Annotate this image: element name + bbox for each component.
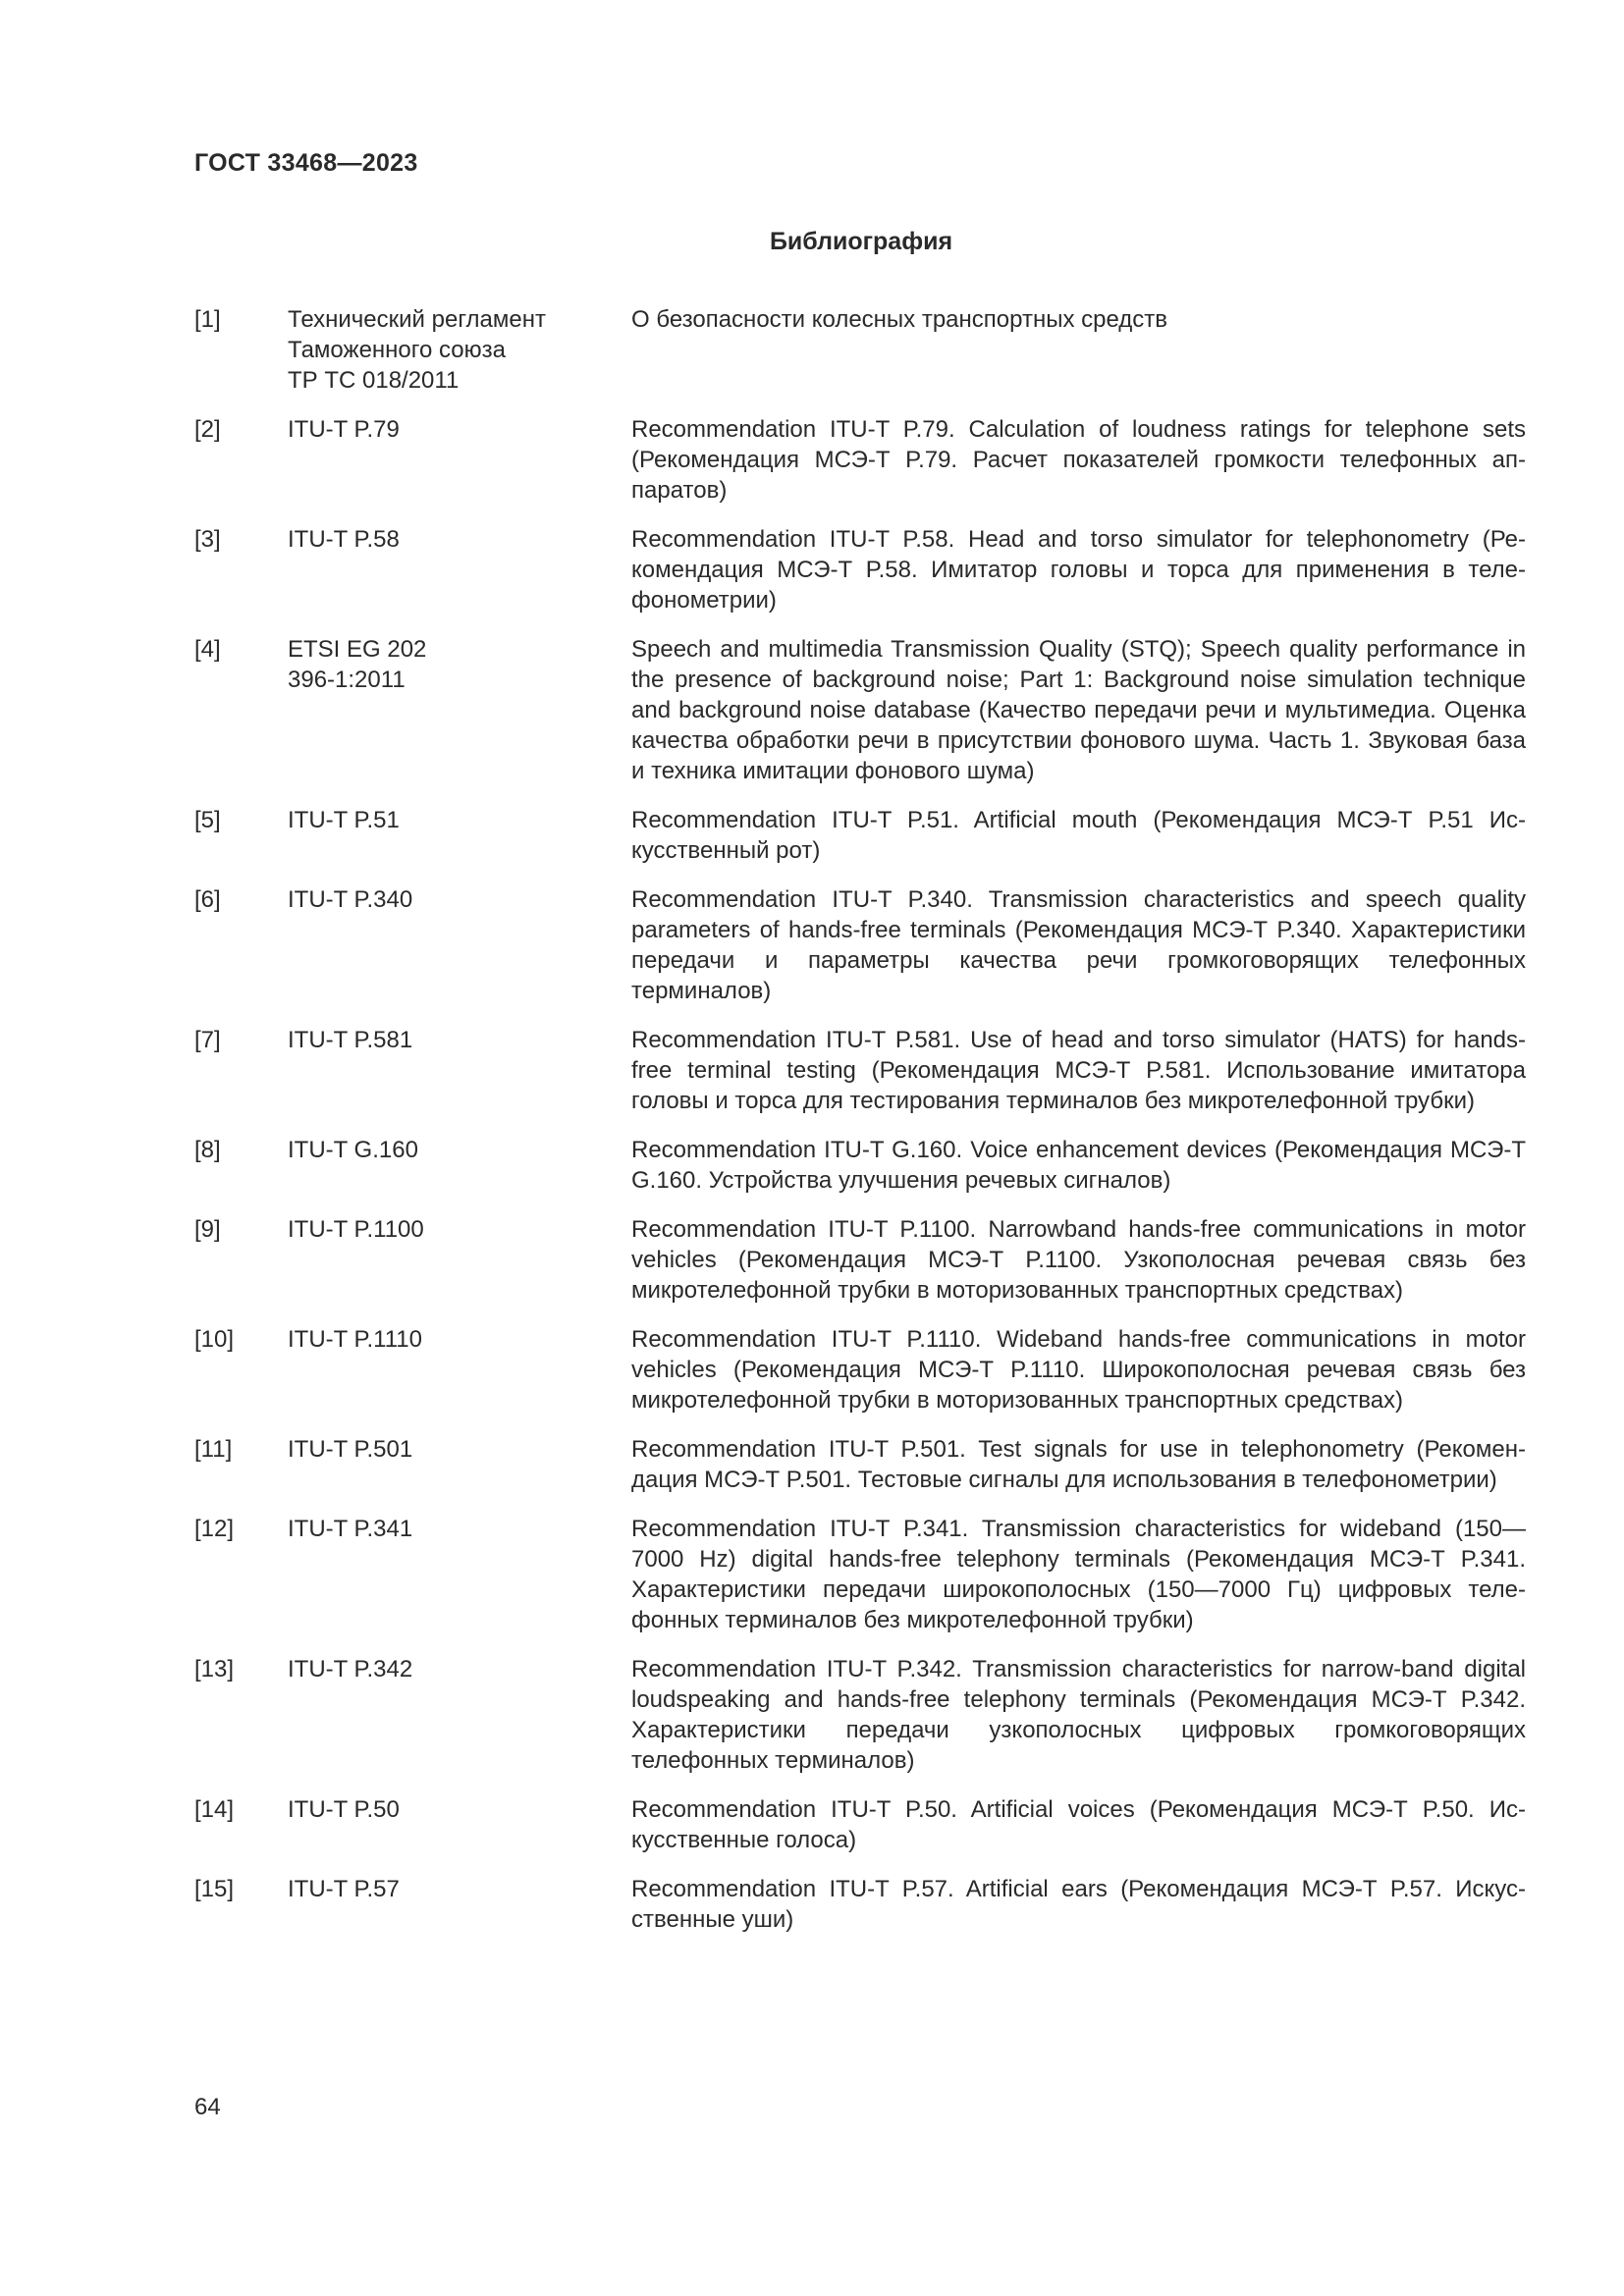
bibliography-entry-15: [194, 1874, 1526, 1935]
bibliography-entry-11: [194, 1434, 1526, 1495]
entry-reference: ITU-T P.342: [288, 1656, 413, 1682]
bibliography-entry-12: [194, 1514, 1526, 1635]
bibliography-entry-8: [194, 1135, 1526, 1196]
entry-number: [15]: [194, 1876, 235, 1902]
entry-number: [6]: [194, 886, 221, 913]
entry-description: Recommendation ITU-T P.1110. Wideband hands-free communications in motor vehicles (Рекомендация МСЭ-Т P.1110. Широкополосная речевая связь без микротелефонной трубки в моторизованных транспортных средствах): [631, 1326, 1526, 1414]
bibliography-entry-6: [194, 884, 1526, 1006]
entry-description: Recommendation ITU-T P.1100. Narrowband hands-free communications in motor vehicles (Рекомендация МСЭ-Т P.1100. Узкополосная речевая связь без микротелефонной трубки в моторизованных транспортных средствах): [631, 1216, 1526, 1304]
entry-number: [12]: [194, 1516, 235, 1542]
entry-number: [11]: [194, 1436, 233, 1463]
entry-number: [13]: [194, 1656, 235, 1682]
entry-reference: ITU-T P.1110: [288, 1326, 422, 1353]
bibliography-entry-10: [194, 1324, 1526, 1415]
entry-description: Recommendation ITU-T P.581. Use of head and torso simulator (HATS) for hands-free terminal testing (Рекомендация МСЭ-Т P.581. Использование имитатора головы и торса для тестирования терминалов без микротелефонной трубки): [631, 1027, 1526, 1114]
page-number: 64: [194, 2094, 221, 2120]
entry-description: Recommendation ITU-T G.160. Voice enhancement devices (Рекомендация МСЭ-Т G.160. Устройства улучшения речевых сигналов): [631, 1137, 1526, 1194]
entry-description: Recommendation ITU-T P.341. Transmission characteristics for wideband (150—7000 Hz) digital hands-free telephony terminals (Рекомендация МСЭ-Т P.341. Характеристики передачи широкополосных (150—7000 Гц) цифровых телефонных терминалов без микротелефонной трубки): [631, 1516, 1526, 1633]
entry-reference: ITU-T P.581: [288, 1027, 413, 1053]
bibliography-entry-4: [194, 634, 1526, 786]
entry-reference: ITU-T P.51: [288, 807, 400, 833]
entry-reference: Технический регламент Таможенного союза ТР ТС 018/2011: [288, 306, 546, 394]
entry-description: Recommendation ITU-T P.58. Head and torso simulator for telephonometry (Рекомендация МСЭ-Т P.58. Имитатор головы и торса для применения в телефонометрии): [631, 526, 1526, 614]
entry-description: Recommendation ITU-T P.340. Transmission characteristics and speech quality parameters of hands-free terminals (Рекомендация МСЭ-Т P.340. Характеристики передачи и параметры качества речи громкоговорящих телефонных терминалов): [631, 886, 1526, 1004]
bibliography-entry-5: [194, 805, 1526, 866]
entry-number: [5]: [194, 807, 221, 833]
bibliography-list: [194, 304, 1526, 1953]
entry-description: Recommendation ITU-T P.50. Artificial voices (Рекомендация МСЭ-Т P.50. Искусственные голоса): [631, 1796, 1526, 1853]
entry-description: Speech and multimedia Transmission Quality (STQ); Speech quality performance in the presence of background noise; Part 1: Background noise simulation technique and background noise database (Качество передачи речи и мультимедиа. Оценка качества обработки речи в присутствии фонового шума. Часть 1. Звуковая база и техника имитации фонового шума): [631, 636, 1526, 784]
entry-number: [10]: [194, 1326, 235, 1353]
bibliography-title: Библиография: [769, 228, 953, 255]
entry-number: [4]: [194, 636, 221, 663]
entry-reference: ITU-T P.341: [288, 1516, 413, 1542]
entry-reference: ITU-T P.340: [288, 886, 413, 913]
entry-reference: ITU-T P.1100: [288, 1216, 424, 1243]
entry-description: О безопасности колесных транспортных средств: [631, 306, 1168, 333]
entry-reference: ITU-T P.79: [288, 416, 400, 443]
entry-number: [9]: [194, 1216, 221, 1243]
bibliography-entry-3: [194, 524, 1526, 615]
bibliography-entry-7: [194, 1025, 1526, 1116]
document-code: ГОСТ 33468—2023: [194, 149, 418, 177]
bibliography-entry-2: [194, 414, 1526, 506]
entry-reference: ITU-T P.57: [288, 1876, 400, 1902]
bibliography-entry-14: [194, 1794, 1526, 1855]
bibliography-entry-9: [194, 1214, 1526, 1306]
entry-reference: ITU-T P.58: [288, 526, 400, 553]
entry-number: [2]: [194, 416, 221, 443]
entry-number: [1]: [194, 306, 221, 333]
entry-reference: ETSI EG 202 396-1:2011: [288, 636, 427, 693]
entry-reference: ITU-T G.160: [288, 1137, 418, 1163]
entry-reference: ITU-T P.50: [288, 1796, 400, 1823]
entry-description: Recommendation ITU-T P.51. Artificial mouth (Рекомендация МСЭ-Т P.51 Искусственный рот): [631, 807, 1526, 864]
entry-description: Recommendation ITU-T P.57. Artificial ears (Рекомендация МСЭ-Т P.57. Искусственные уши): [631, 1876, 1526, 1933]
entry-number: [3]: [194, 526, 221, 553]
entry-number: [7]: [194, 1027, 221, 1053]
entry-reference: ITU-T P.501: [288, 1436, 413, 1463]
entry-description: Recommendation ITU-T P.342. Transmission characteristics for narrow-band digital loudspeaking and hands-free telephony terminals (Рекомендация МСЭ-Т P.342. Характеристики передачи узкополосных цифровых громкоговорящих телефонных терминалов): [631, 1656, 1526, 1774]
bibliography-entry-1: [194, 304, 1526, 396]
entry-description: Recommendation ITU-T P.501. Test signals for use in telephonometry (Рекомендация МСЭ-Т P.501. Тестовые сигналы для использования в телефонометрии): [631, 1436, 1526, 1493]
entry-number: [8]: [194, 1137, 221, 1163]
bibliography-entry-13: [194, 1654, 1526, 1776]
entry-number: [14]: [194, 1796, 235, 1823]
entry-description: Recommendation ITU-T P.79. Calculation of loudness ratings for telephone sets (Рекомендация МСЭ-Т P.79. Расчет показателей громкости телефонных аппаратов): [631, 416, 1526, 504]
